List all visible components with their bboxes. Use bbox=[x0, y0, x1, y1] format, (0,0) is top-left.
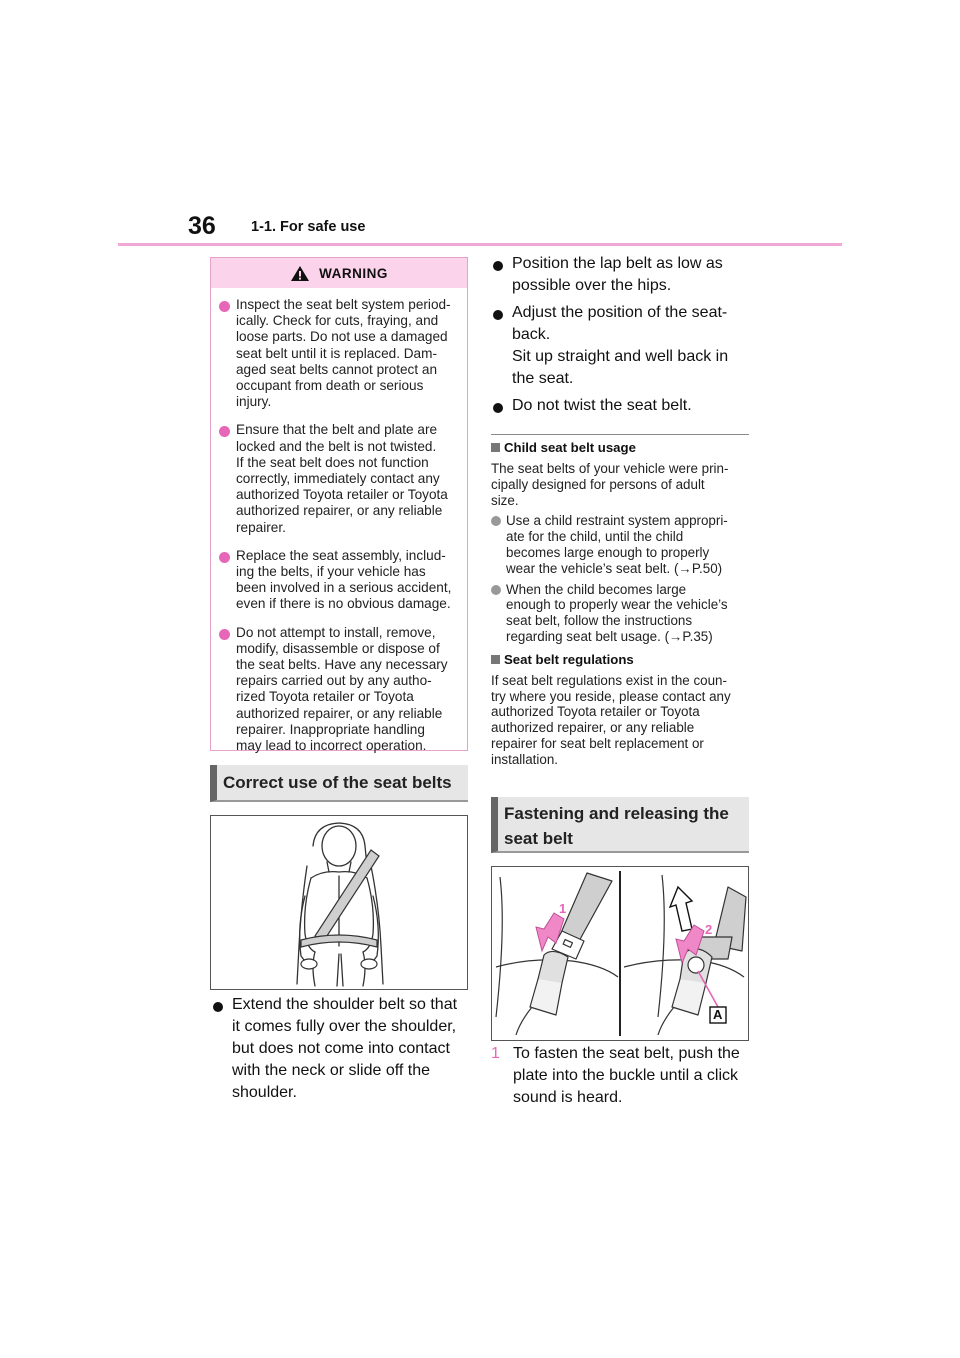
correct-use-bullet bbox=[491, 395, 749, 417]
buckle-diagram-icon bbox=[492, 867, 748, 1040]
bullet-icon bbox=[219, 426, 230, 437]
warning-text: Ensure that the belt and plate are locked and the belt is not twisted. If the seat belt does not function correctly, immediately contact any authorized Toyota retailer or Toyota authorized repairer, or any reliable repairer. bbox=[236, 422, 448, 535]
bullet-text: Position the lap belt as low as possible over the hips. bbox=[512, 255, 723, 294]
child-usage-intro: The seat belts of your vehicle were prin- cipally designed for persons of adult size. bbox=[491, 461, 729, 508]
warning-item bbox=[219, 297, 459, 410]
bullet-icon bbox=[491, 585, 501, 595]
seated-occupant-illustration bbox=[210, 815, 468, 990]
square-bullet-icon bbox=[491, 443, 500, 452]
correct-use-bullet bbox=[491, 302, 749, 390]
figure-step-label: 2 bbox=[705, 922, 713, 937]
warning-title: WARNING bbox=[319, 265, 388, 281]
child-usage-heading-text: Child seat belt usage bbox=[504, 440, 636, 455]
bullet-icon bbox=[219, 301, 230, 312]
child-usage-item bbox=[491, 582, 749, 645]
figure-callout-label: A bbox=[713, 1007, 723, 1022]
warning-triangle-icon bbox=[290, 265, 310, 282]
correct-use-bullet bbox=[491, 253, 749, 297]
divider bbox=[491, 434, 749, 435]
section-title: 1-1. For safe use bbox=[251, 219, 366, 235]
bullet-text: Do not twist the seat belt. bbox=[512, 397, 692, 414]
buckle-illustration bbox=[491, 866, 749, 1041]
fastening-step bbox=[491, 1043, 749, 1109]
warning-box bbox=[210, 257, 468, 754]
child-usage-item-text: Use a child restraint system appropri- ate for the child, until the child becomes large enough to properly wear the vehicle’s seat belt. (→P.50) bbox=[506, 513, 728, 576]
bullet-icon bbox=[493, 261, 503, 271]
warning-text: Inspect the seat belt system period- ically. Check for cuts, fraying, and loose parts. Do not use a damaged seat belt until it is replaced. Dam- aged seat belts cannot protect an occupant from death or serious injury. bbox=[236, 297, 451, 410]
bullet-text: Adjust the position of the seat- back. Sit up straight and well back in the seat. bbox=[512, 304, 729, 387]
bullet-icon bbox=[219, 629, 230, 640]
step-text: To fasten the seat belt, push the plate into the buckle until a click sound is heard. bbox=[513, 1045, 740, 1106]
correct-use-bullets-right bbox=[491, 253, 749, 417]
warning-text: Replace the seat assembly, includ- ing the belts, if your vehicle has been involved in a serious accident, even if there is no obvious damage. bbox=[236, 547, 452, 612]
section-heading-correct-use: Correct use of the seat belts bbox=[210, 765, 468, 802]
regulations-heading bbox=[491, 652, 749, 667]
regulations-text: If seat belt regulations exist in the coun- try where you reside, please contact any authorized Toyota retailer or Toyota authorized repairer, or any reliable repairer for seat belt replacement or installation. bbox=[491, 672, 731, 767]
child-usage-section bbox=[491, 440, 749, 768]
bullet-icon bbox=[219, 552, 230, 563]
child-usage-item bbox=[491, 513, 749, 576]
bullet-icon bbox=[491, 516, 501, 526]
figure-step-label: 1 bbox=[559, 901, 567, 916]
child-usage-item-text: When the child becomes large enough to properly wear the vehicle’s seat belt, follow the instructions regarding seat belt usage. (→P.35) bbox=[506, 581, 728, 644]
page-number: 36 bbox=[188, 212, 216, 240]
bullet-icon bbox=[213, 1002, 223, 1012]
bullet-icon bbox=[493, 310, 503, 320]
bullet-icon bbox=[493, 403, 503, 413]
warning-item bbox=[219, 625, 459, 755]
warning-header bbox=[211, 258, 467, 288]
bullet-text: Extend the shoulder belt so that it comes fully over the shoulder, but does not come into contact with the neck or slide off the shoulder. bbox=[232, 996, 458, 1101]
step-number: 1 bbox=[491, 1045, 500, 1062]
child-usage-heading bbox=[491, 440, 749, 455]
header-rule bbox=[118, 243, 842, 246]
section-heading-fastening: Fastening and releasing the seat belt bbox=[491, 797, 749, 853]
warning-item bbox=[219, 422, 459, 535]
seated-person-icon bbox=[211, 816, 467, 989]
square-bullet-icon bbox=[491, 655, 500, 664]
warning-list bbox=[211, 288, 467, 754]
regulations-heading-text: Seat belt regulations bbox=[504, 651, 634, 667]
correct-use-bullet bbox=[211, 994, 469, 1104]
warning-text: Do not attempt to install, remove, modify, disassemble or dispose of the seat belts. Have any necessary repairs carried out by any autho- rized Toyota retailer or Toyota authorized repairer, or any reliable repairer. Inappropriate handling may lead to incorrect operation. bbox=[236, 624, 448, 754]
warning-item bbox=[219, 548, 459, 613]
